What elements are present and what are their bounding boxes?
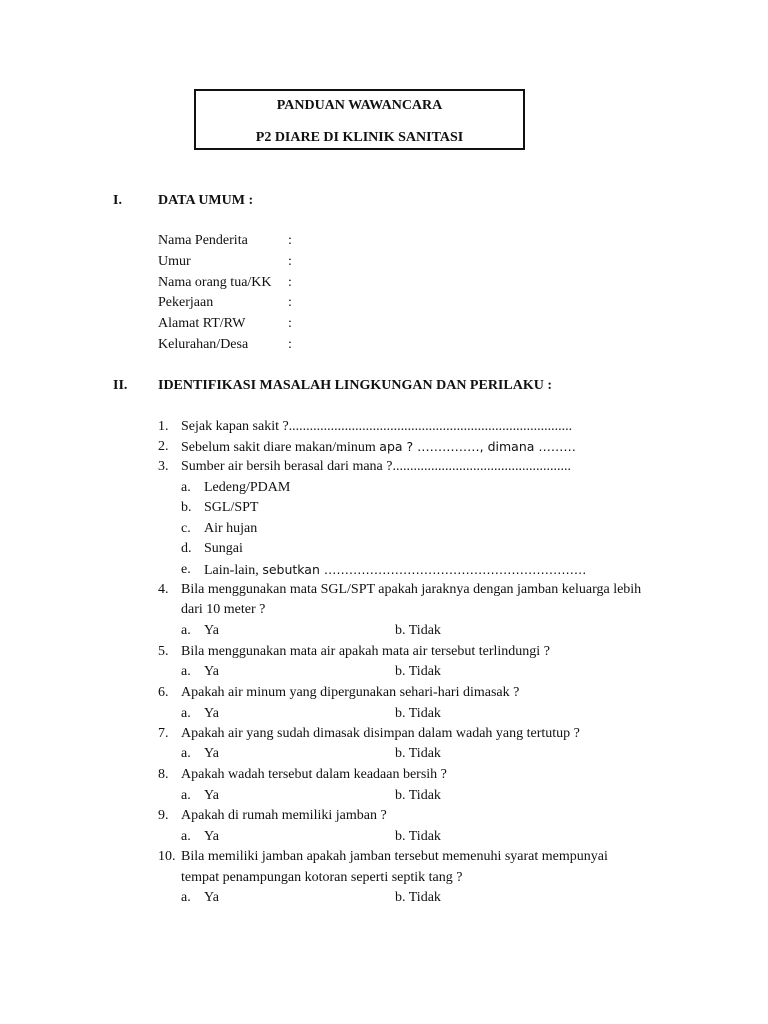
option-letter: a. xyxy=(181,706,191,721)
question-2-text xyxy=(181,437,576,458)
option-letter: a. xyxy=(181,480,191,495)
field-colon: : xyxy=(288,254,292,269)
field-label-kelurahan: Kelurahan/Desa xyxy=(158,337,249,352)
field-colon: : xyxy=(288,337,292,352)
answer-no: b. Tidak xyxy=(395,623,441,638)
option-letter: a. xyxy=(181,788,191,803)
question-9-text: Apakah di rumah memiliki jamban ? xyxy=(181,808,387,823)
option-text: Air hujan xyxy=(204,521,258,536)
question-number: 3. xyxy=(158,459,169,474)
question-5-text: Bila menggunakan mata air apakah mata air tersebut terlindungi ? xyxy=(181,644,550,659)
question-6-text: Apakah air minum yang dipergunakan sehari-hari dimasak ? xyxy=(181,685,520,700)
answer-no: b. Tidak xyxy=(395,664,441,679)
section-1-heading: DATA UMUM : xyxy=(158,193,254,208)
field-label-umur: Umur xyxy=(158,254,191,269)
question-1-text: Sejak kapan sakit ?................................................................................. xyxy=(181,419,573,434)
option-text: Ledeng/PDAM xyxy=(204,480,291,495)
option-text: SGL/SPT xyxy=(204,500,259,515)
answer-no: b. Tidak xyxy=(395,890,441,905)
question-4-text-line2: dari 10 meter ? xyxy=(181,602,266,617)
option-letter: e. xyxy=(181,562,191,577)
question-number: 5. xyxy=(158,644,169,659)
question-2-text-sans: apa ? ……………, dimana ……… xyxy=(379,439,576,454)
answer-yes: Ya xyxy=(204,746,219,761)
question-2-text-serif: Sebelum sakit diare makan/minum xyxy=(181,440,376,455)
field-label-pekerjaan: Pekerjaan xyxy=(158,295,214,310)
option-e-text-serif: Lain-lain, xyxy=(204,563,259,578)
field-colon: : xyxy=(288,275,292,290)
question-number: 4. xyxy=(158,582,169,597)
question-8-text: Apakah wadah tersebut dalam keadaan bersih ? xyxy=(181,767,447,782)
question-number: 6. xyxy=(158,685,169,700)
option-letter: a. xyxy=(181,623,191,638)
option-letter: c. xyxy=(181,521,191,536)
question-number: 2. xyxy=(158,439,169,454)
answer-no: b. Tidak xyxy=(395,829,441,844)
option-text xyxy=(204,560,586,581)
answer-yes: Ya xyxy=(204,664,219,679)
title-box xyxy=(194,89,525,150)
answer-no: b. Tidak xyxy=(395,788,441,803)
question-number: 8. xyxy=(158,767,169,782)
field-colon: : xyxy=(288,295,292,310)
field-label-nama-orang-tua: Nama orang tua/KK xyxy=(158,275,272,290)
section-2-heading: IDENTIFIKASI MASALAH LINGKUNGAN DAN PERILAKU : xyxy=(158,378,552,393)
option-letter: d. xyxy=(181,541,192,556)
answer-yes: Ya xyxy=(204,623,219,638)
question-3-text: Sumber air bersih berasal dari mana ?................................................... xyxy=(181,459,571,474)
option-letter: a. xyxy=(181,746,191,761)
answer-yes: Ya xyxy=(204,788,219,803)
question-number: 7. xyxy=(158,726,169,741)
answer-no: b. Tidak xyxy=(395,746,441,761)
answer-yes: Ya xyxy=(204,706,219,721)
question-7-text: Apakah air yang sudah dimasak disimpan dalam wadah yang tertutup ? xyxy=(181,726,580,741)
section-2-numeral: II. xyxy=(113,378,128,393)
option-letter: a. xyxy=(181,664,191,679)
question-number: 9. xyxy=(158,808,169,823)
question-number: 1. xyxy=(158,419,169,434)
option-letter: a. xyxy=(181,829,191,844)
question-number: 10. xyxy=(158,849,176,864)
field-label-nama-penderita: Nama Penderita xyxy=(158,233,248,248)
document-title: PANDUAN WAWANCARA xyxy=(276,98,443,113)
option-letter: b. xyxy=(181,500,192,515)
section-1-numeral: I. xyxy=(113,193,122,208)
field-colon: : xyxy=(288,233,292,248)
document-subtitle: P2 DIARE DI KLINIK SANITASI xyxy=(255,130,464,145)
option-e-text-sans: sebutkan ……………………………………………………… xyxy=(262,562,587,577)
question-10-text-line2: tempat penampungan kotoran seperti septik tang ? xyxy=(181,870,463,885)
field-colon: : xyxy=(288,316,292,331)
field-label-alamat: Alamat RT/RW xyxy=(158,316,246,331)
answer-no: b. Tidak xyxy=(395,706,441,721)
answer-yes: Ya xyxy=(204,890,219,905)
question-10-text-line1: Bila memiliki jamban apakah jamban tersebut memenuhi syarat mempunyai xyxy=(181,849,608,864)
option-letter: a. xyxy=(181,890,191,905)
question-4-text-line1: Bila menggunakan mata SGL/SPT apakah jaraknya dengan jamban keluarga lebih xyxy=(181,582,642,597)
answer-yes: Ya xyxy=(204,829,219,844)
option-text: Sungai xyxy=(204,541,243,556)
